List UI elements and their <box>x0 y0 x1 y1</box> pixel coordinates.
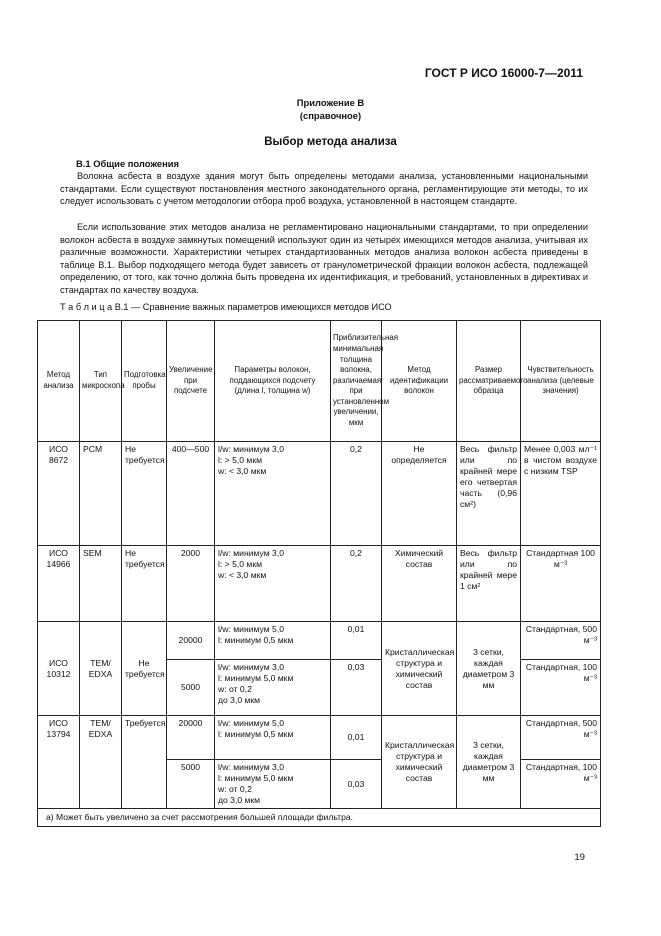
cell-magnification: 20000 <box>167 622 215 660</box>
cell-sample-size: Весь фильтр или по крайней мере 1 см² <box>457 546 521 622</box>
cell-magnification: 400—500 <box>167 442 215 546</box>
header-method: Метод анализа <box>38 321 80 442</box>
subsection-title: В.1 Общие положения <box>76 158 179 169</box>
header-sensitivity: Чувствительность анализа (целевые значения) <box>521 321 601 442</box>
cell-min-thickness: 0,01 <box>331 622 382 660</box>
cell-fiber-params: l/w: минимум 3,0 l: минимум 5,0 мкм w: от 0,2 до 3,0 мкм <box>215 660 331 716</box>
cell-magnification: 2000 <box>167 546 215 622</box>
header-prep: Подготовка пробы <box>122 321 167 442</box>
cell-min-thickness: 0,03 <box>331 760 382 809</box>
cell-min-thickness: 0,03 <box>331 660 382 716</box>
page-number: 19 <box>574 852 585 863</box>
cell-sensitivity: Менее 0,003 мл⁻¹ в чистом воздухе с низким TSP <box>521 442 601 546</box>
cell-fiber-params: l/w: минимум 5,0 l: минимум 0,5 мкм <box>215 622 331 660</box>
cell-method: ИСО 10312 <box>38 622 80 716</box>
cell-sample-size: 3 сетки, каждая диаметром 3 мм <box>457 716 521 809</box>
cell-magnification: 20000 <box>167 716 215 760</box>
header-fiber-params: Параметры волокон, поддающихся подсчету (длина l, толщина w) <box>215 321 331 442</box>
table-row <box>38 716 601 760</box>
paragraph-1: Волокна асбеста в воздухе здания могут быть определены методами анализа, установленными национальными стандартами. Если существуют постановления местного законодательного органа, регламентирующие эти методы, то их следует использовать с учетом методологии отбора проб воздуха, установленной в настоящем стандарте. <box>60 171 588 207</box>
cell-identification: Кристаллическая структура и химический состав <box>382 716 457 809</box>
cell-prep: Требуется <box>122 716 167 809</box>
cell-sensitivity: Стандартная, 500 м⁻³ <box>521 622 601 660</box>
cell-sensitivity: Стандартная 100 м⁻³ <box>521 546 601 622</box>
cell-prep: Не требуется <box>122 622 167 716</box>
standard-designation: ГОСТ Р ИСО 16000-7—2011 <box>424 66 583 80</box>
table-row <box>38 442 601 546</box>
cell-microscope: PCM <box>80 442 122 546</box>
cell-magnification: 5000 <box>167 760 215 809</box>
cell-sample-size: 3 сетки, каждая диаметром 3 мм <box>457 622 521 716</box>
cell-magnification: 5000 <box>167 660 215 716</box>
cell-prep: Не требуется <box>122 546 167 622</box>
header-magnification: Увеличение при подсчете <box>167 321 215 442</box>
table-header-row <box>38 321 601 442</box>
cell-prep: Не требуется <box>122 442 167 546</box>
cell-sample-size: Весь фильтр или по крайней мере его четвертая часть (0,96 см²) <box>457 442 521 546</box>
annex-heading <box>0 96 661 122</box>
cell-identification: Кристаллическая структура и химический состав <box>382 622 457 716</box>
cell-fiber-params: l/w: минимум 3,0 l: > 5,0 мкм w: < 3,0 мкм <box>215 546 331 622</box>
header-min-thickness: Приблизительная минимальная толщина волокна, различаемая при установленном увеличении, мкм <box>331 321 382 442</box>
table-row <box>38 546 601 622</box>
methods-comparison-table <box>37 320 601 827</box>
cell-microscope: TEM/ EDXA <box>80 716 122 809</box>
cell-fiber-params: l/w: минимум 3,0 l: минимум 5,0 мкм w: от 0,2 до 3,0 мкм <box>215 760 331 809</box>
cell-sensitivity: Стандартная, 100 м⁻³ <box>521 660 601 716</box>
cell-microscope: SEM <box>80 546 122 622</box>
annex-subtitle: (справочное) <box>299 110 362 121</box>
cell-identification: Химический состав <box>382 546 457 622</box>
header-sample-size: Размер рассматриваемого образца <box>457 321 521 442</box>
cell-microscope: TEM/ EDXA <box>80 622 122 716</box>
cell-sensitivity: Стандартная, 100 м⁻³ <box>521 760 601 809</box>
cell-min-thickness: 0,2 <box>331 442 382 546</box>
table-footnote-row <box>38 809 601 827</box>
annex-title: Приложение В <box>296 97 365 108</box>
header-identification: Метод идентификации волокон <box>382 321 457 442</box>
cell-method: ИСО 8672 <box>38 442 80 546</box>
cell-fiber-params: l/w: минимум 5,0 l: минимум 0,5 мкм <box>215 716 331 760</box>
section-title: Выбор метода анализа <box>264 136 397 148</box>
paragraph-2: Если использование этих методов анализа не регламентировано национальными стандартами, то при определении волокон асбеста в воздухе замкнутых помещений используют один из четырех имеющихся методов анализа, учитывая их различные возможности. Характеристики четырех стандартизованных методов анализа волокон асбеста приведены в таблице В.1. Выбор подходящего метода будет зависеть от гранулометрической фракции волокон асбеста, подлежащей определению, от того, как точно должна быть проведена их идентификация, и требований, установленных в директивах и стандартах по качеству воздуха. <box>60 222 588 295</box>
table-footnote: a) Может быть увеличено за счет рассмотрения большей площади фильтра. <box>38 809 601 827</box>
cell-method: ИСО 13794 <box>38 716 80 809</box>
cell-min-thickness: 0,2 <box>331 546 382 622</box>
table-caption: Т а б л и ц а В.1 — Сравнение важных параметров имеющихся методов ИСО <box>60 302 392 312</box>
cell-method: ИСО 14966 <box>38 546 80 622</box>
cell-sensitivity: Стандартная, 500 м⁻³ <box>521 716 601 760</box>
cell-fiber-params: l/w: минимум 3,0 l: > 5,0 мкм w: < 3,0 мкм <box>215 442 331 546</box>
header-microscope: Тип микроскопа <box>80 321 122 442</box>
cell-identification: Не определяется <box>382 442 457 546</box>
table-row <box>38 622 601 660</box>
cell-min-thickness: 0,01 <box>331 716 382 760</box>
